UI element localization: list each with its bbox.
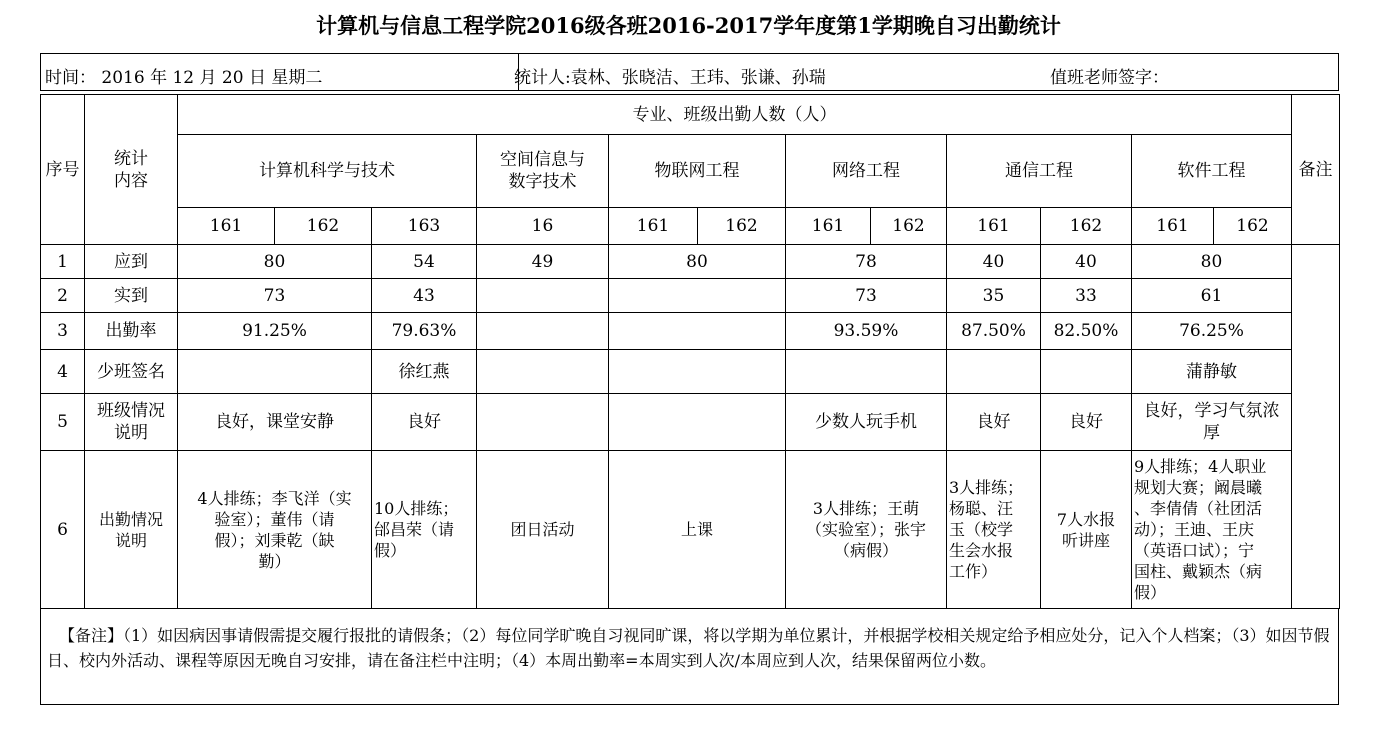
value-cell: 4人排练；李飞洋（实 验室）；董伟（请 假）；刘秉乾（缺 勤） bbox=[178, 451, 372, 609]
row-seq: 4 bbox=[41, 350, 85, 394]
value-cell bbox=[1041, 350, 1132, 394]
row-label: 出勤率 bbox=[85, 313, 178, 350]
row-label: 班级情况 说明 bbox=[85, 394, 178, 451]
value-cell: 78 bbox=[786, 245, 947, 279]
value-cell: 80 bbox=[178, 245, 372, 279]
value-cell: 43 bbox=[372, 279, 477, 313]
class-cell: 162 bbox=[275, 208, 372, 245]
value-cell: 35 bbox=[947, 279, 1041, 313]
value-cell: 良好 bbox=[1041, 394, 1132, 451]
signature-cell: 蒲静敏 bbox=[1132, 350, 1292, 394]
value-cell: 61 bbox=[1132, 279, 1292, 313]
class-cell: 161 bbox=[1132, 208, 1214, 245]
major-software: 软件工程 bbox=[1132, 135, 1292, 208]
value-cell: 10人排练； 邰昌荣（请 假） bbox=[372, 451, 477, 609]
value-cell: 87.50% bbox=[947, 313, 1041, 350]
value-cell bbox=[477, 313, 609, 350]
value-cell bbox=[786, 350, 947, 394]
header-group: 专业、班级出勤人数（人） bbox=[178, 95, 1292, 135]
value-cell bbox=[477, 394, 609, 451]
date-field: 时间： 2016 年 12 月 20 日 星期二 bbox=[45, 68, 323, 88]
row-label: 实到 bbox=[85, 279, 178, 313]
footnote: 【备注】（1）如因病因事请假需提交履行报批的请假条；（2）每位同学旷晚自习视同旷课，将以学期为单位累计，并根据学校相关规定给予相应处分，记入个人档案；（3）如因节假日、校内外活动、课程等原因无晚自习安排，请在备注栏中注明；（4）本周出勤率=本周实到人次/本周应到人次，结果保留两位小数。 bbox=[40, 609, 1339, 705]
row-seq: 5 bbox=[41, 394, 85, 451]
value-cell: 40 bbox=[947, 245, 1041, 279]
row-label: 应到 bbox=[85, 245, 178, 279]
value-cell: 团日活动 bbox=[477, 451, 609, 609]
value-cell bbox=[178, 350, 372, 394]
class-cell: 161 bbox=[947, 208, 1041, 245]
statistician-field: 统计人:袁林、张晓洁、王玮、张谦、孙瑞 bbox=[514, 68, 826, 88]
value-cell: 80 bbox=[1132, 245, 1292, 279]
header-remark: 备注 bbox=[1292, 95, 1340, 245]
value-cell: 40 bbox=[1041, 245, 1132, 279]
class-cell: 161 bbox=[609, 208, 698, 245]
value-cell: 82.50% bbox=[1041, 313, 1132, 350]
value-cell bbox=[477, 279, 609, 313]
class-cell: 162 bbox=[1214, 208, 1292, 245]
attendance-table bbox=[40, 94, 1340, 609]
value-cell: 良好，课堂安静 bbox=[178, 394, 372, 451]
teacher-signature-field: 值班老师签字： bbox=[1050, 68, 1169, 88]
class-cell: 162 bbox=[1041, 208, 1132, 245]
value-cell: 73 bbox=[786, 279, 947, 313]
value-cell: 少数人玩手机 bbox=[786, 394, 947, 451]
value-cell: 9人排练；4人职业 规划大赛；阚晨曦 、李倩倩（社团活 动）；王迪、王庆 （英语口试）；宁 国柱、戴颖杰（病 假） bbox=[1132, 451, 1292, 609]
major-iot: 物联网工程 bbox=[609, 135, 786, 208]
class-cell: 16 bbox=[477, 208, 609, 245]
row-seq: 3 bbox=[41, 313, 85, 350]
row-seq: 6 bbox=[41, 451, 85, 609]
value-cell bbox=[947, 350, 1041, 394]
value-cell bbox=[609, 350, 786, 394]
value-cell: 54 bbox=[372, 245, 477, 279]
value-cell: 49 bbox=[477, 245, 609, 279]
class-cell: 162 bbox=[698, 208, 786, 245]
value-cell: 79.63% bbox=[372, 313, 477, 350]
page-title: 计算机与信息工程学院2016级各班2016-2017学年度第1学期晚自习出勤统计 bbox=[316, 13, 1061, 38]
value-cell: 良好 bbox=[372, 394, 477, 451]
major-spatial: 空间信息与 数字技术 bbox=[477, 135, 609, 208]
value-cell: 33 bbox=[1041, 279, 1132, 313]
value-cell: 93.59% bbox=[786, 313, 947, 350]
row-label: 少班签名 bbox=[85, 350, 178, 394]
class-cell: 163 bbox=[372, 208, 477, 245]
row-seq: 2 bbox=[41, 279, 85, 313]
value-cell: 76.25% bbox=[1132, 313, 1292, 350]
value-cell bbox=[477, 350, 609, 394]
value-cell: 73 bbox=[178, 279, 372, 313]
remark-cell bbox=[1292, 245, 1340, 609]
major-cs: 计算机科学与技术 bbox=[178, 135, 477, 208]
value-cell: 91.25% bbox=[178, 313, 372, 350]
class-cell: 161 bbox=[786, 208, 871, 245]
header-content: 统计 内容 bbox=[85, 95, 178, 245]
info-bar bbox=[40, 53, 1339, 91]
value-cell: 良好 bbox=[947, 394, 1041, 451]
value-cell: 7人水报 听讲座 bbox=[1041, 451, 1132, 609]
header-seq: 序号 bbox=[41, 95, 85, 245]
value-cell: 良好，学习气氛浓 厚 bbox=[1132, 394, 1292, 451]
row-seq: 1 bbox=[41, 245, 85, 279]
value-cell bbox=[609, 279, 786, 313]
value-cell bbox=[609, 394, 786, 451]
value-cell: 3人排练； 杨聪、汪 玉（校学 生会水报 工作） bbox=[947, 451, 1041, 609]
value-cell: 80 bbox=[609, 245, 786, 279]
major-telecom: 通信工程 bbox=[947, 135, 1132, 208]
row-label: 出勤情况 说明 bbox=[85, 451, 178, 609]
signature-cell: 徐红燕 bbox=[372, 350, 477, 394]
value-cell: 3人排练；王萌 （实验室）；张宇 （病假） bbox=[786, 451, 947, 609]
value-cell: 上课 bbox=[609, 451, 786, 609]
class-cell: 162 bbox=[871, 208, 947, 245]
value-cell bbox=[609, 313, 786, 350]
class-cell: 161 bbox=[178, 208, 275, 245]
major-network: 网络工程 bbox=[786, 135, 947, 208]
